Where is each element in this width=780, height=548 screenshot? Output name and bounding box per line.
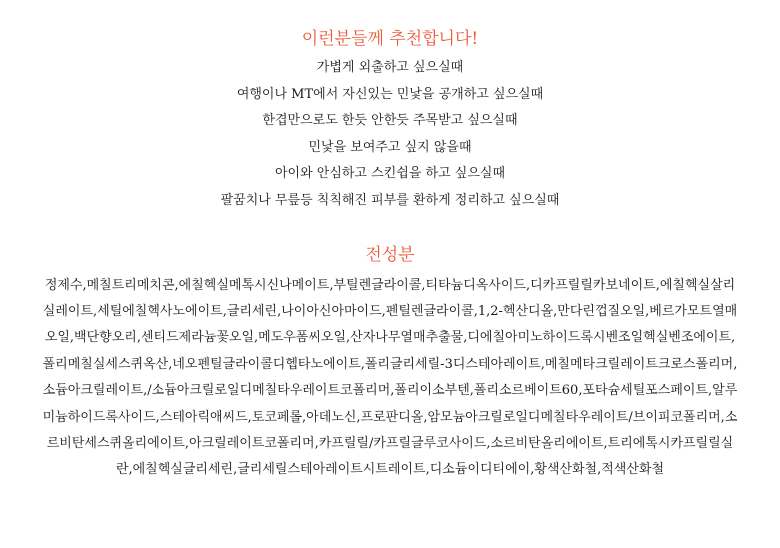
recommend-item: 민낯을 보여주고 싶지 않을때: [308, 139, 472, 155]
recommend-item: 아이와 안심하고 스킨쉽을 하고 싶으실때: [274, 166, 505, 182]
recommend-section: [0, 0, 780, 215]
recommend-item: 팔꿈치나 무릎등 칙칙해진 피부를 환하게 정리하고 싶으실때: [220, 192, 560, 208]
recommend-item: 한겹만으로도 한듯 안한듯 주목받고 싶으실때: [262, 113, 518, 129]
recommend-list: [0, 55, 780, 215]
ingredients-list: 정제수,메칠트리메치콘,에칠헥실메톡시신나메이트,부틸렌글라이콜,티타늄디옥사이드,디카프릴릴카보네이트,에칠헥실살리실레이트,세틸에칠헥사노에이트,글리세린,나이아신아마이드,펜틸렌글라이콜,1,2-헥산디올,만다린껍질오일,베르가모트열매오일,백단향오리,센티드제라늄꽃오일,메도우폼씨오일,산자나무열매추출물,디에칠아미노하이드록시벤조일헥실벤조에이트,폴리메칠실세스퀴옥산,네오펜틸글라이콜디헵타노에이트,폴리글리세릴-3디스테아레이트,메칠메타크릴레이트크로스폴리머,소듐아크릴레이트,/소듐아크릴로일디메칠타우레이트코폴리머,폴리이소부텐,폴리소르베이트60,포타슘세틸포스페이트,알루미늄하이드록사이드,스테아릭애씨드,토코페롤,아데노신,프로판디올,암모늄아크릴로일디메칠타우레이트/브이피코폴리머,소르비탄세스퀴올리에이트,아크릴레이트코폴리머,카프릴릴/카프릴글루코사이드,소르비탄올리에이트,트리에톡시카프릴릴실란,에칠헥실글리세린,글리세릴스테아레이트시트레이트,디소듐이디티에이,황색산화철,적색산화철: [42, 277, 738, 478]
ingredients-section: [0, 243, 780, 484]
recommend-item: 가볍게 외출하고 싶으실때: [316, 60, 464, 75]
ingredients-title: 전성분: [365, 244, 415, 265]
recommend-title: 이런분들께 추천합니다!: [301, 29, 479, 49]
recommend-item: 여행이나 MT에서 자신있는 민낯을 공개하고 싶으실때: [236, 86, 544, 102]
